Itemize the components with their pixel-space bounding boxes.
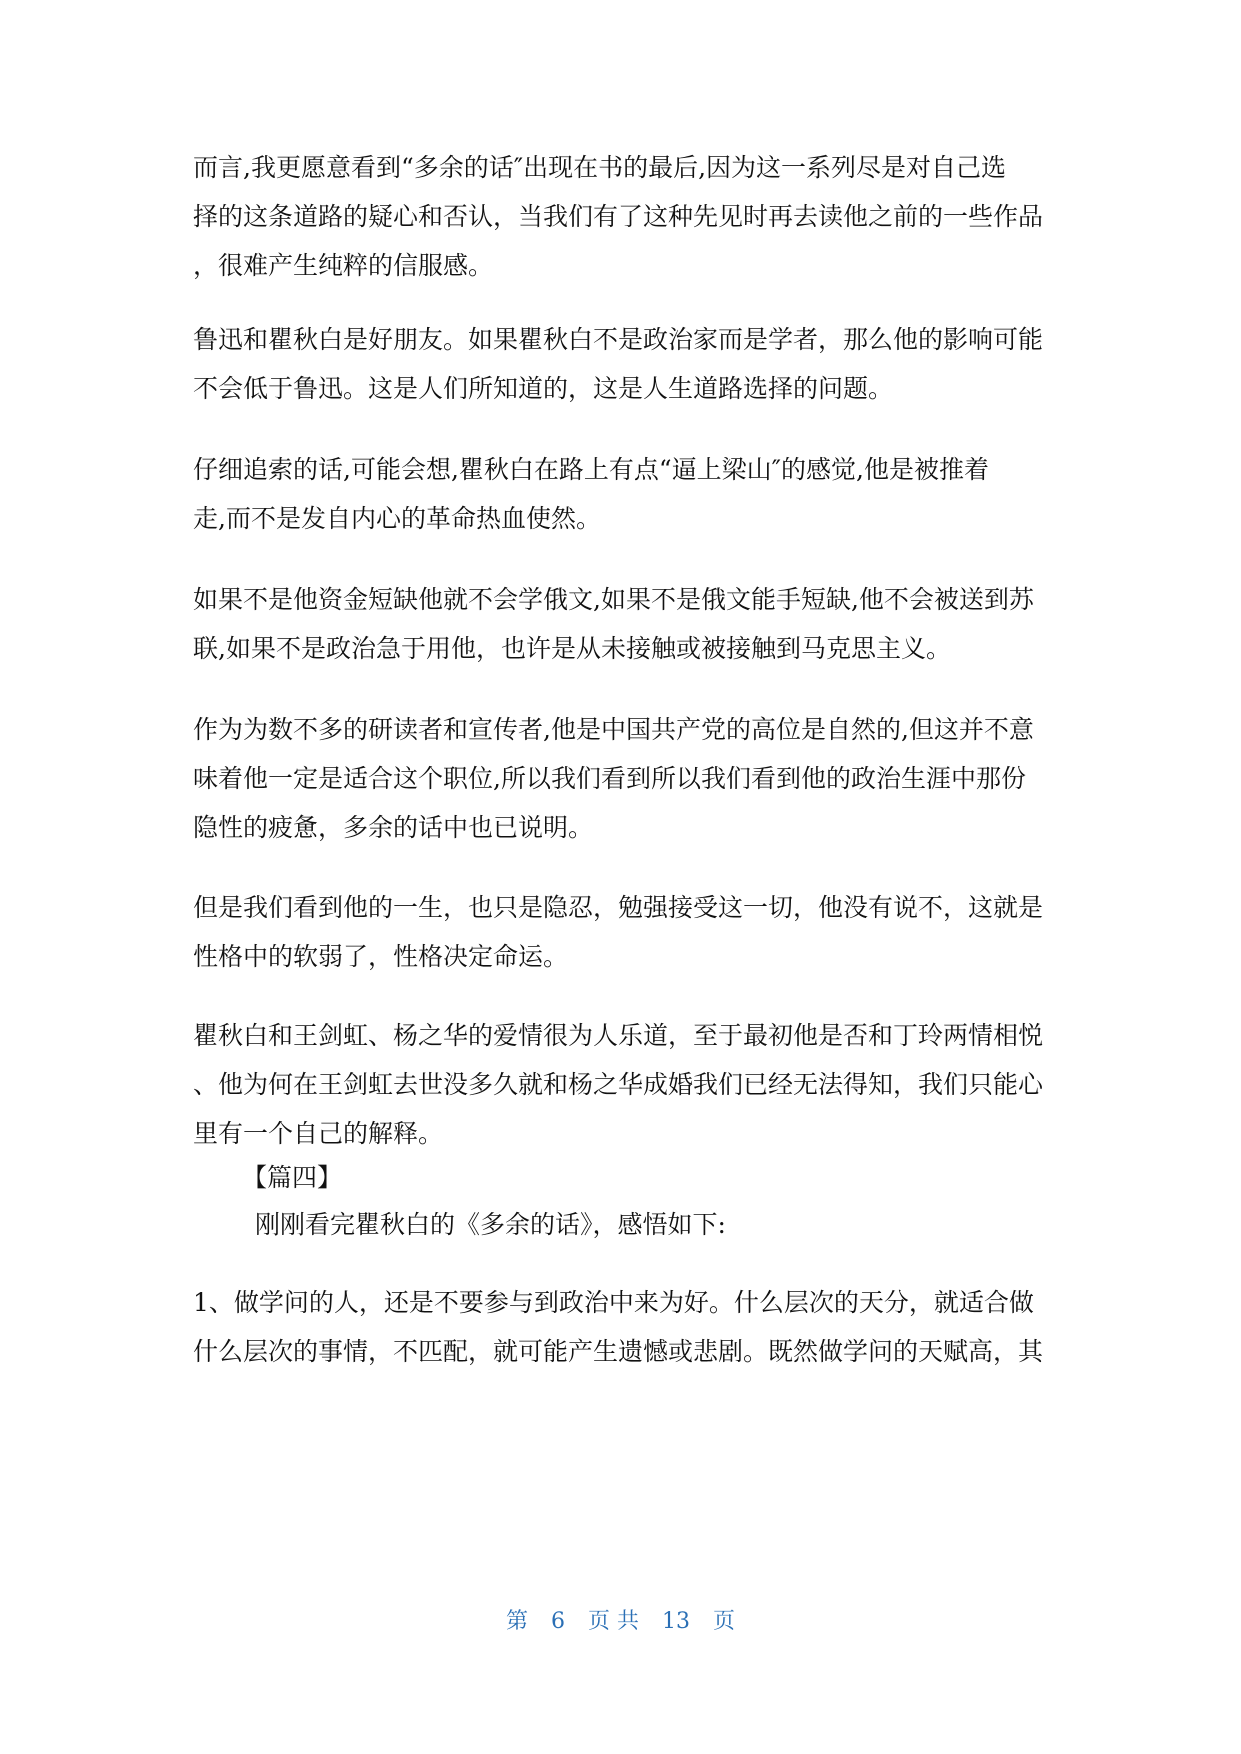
section-title xyxy=(242,1153,1102,1202)
paragraph-line: 联,如果不是政治急于用他，也许是从未接触或被接触到马克思主义。 xyxy=(193,634,951,663)
paragraph-line: 、他为何在王剑虹去世没多久就和杨之华成婚我们已经无法得知，我们只能心 xyxy=(193,1070,1044,1099)
footer-middle: 页 共 xyxy=(588,1609,639,1634)
paragraph-line: 择的这条道路的疑心和否认，当我们有了这种先见时再去读他之前的一些作品 xyxy=(193,202,1044,231)
paragraph-5 xyxy=(193,705,1053,852)
paragraph-line: 不会低于鲁迅。这是人们所知道的，这是人生道路选择的问题。 xyxy=(193,374,894,403)
paragraph-line: 走,而不是发自内心的革命热血使然。 xyxy=(193,504,601,533)
paragraph-line: 性格中的软弱了，性格决定命运。 xyxy=(193,942,569,971)
footer-page-number: 6 xyxy=(551,1609,565,1634)
page-footer xyxy=(0,1604,1241,1635)
paragraph-line: 里有一个自己的解释。 xyxy=(193,1119,444,1148)
paragraph-4 xyxy=(193,575,1053,673)
section-heading: 【篇四】 xyxy=(242,1163,343,1192)
intro-paragraph xyxy=(255,1200,1115,1249)
paragraph-line: 如果不是他资金短缺他就不会学俄文,如果不是俄文能手短缺,他不会被送到苏 xyxy=(193,585,1034,614)
paragraph-line: ，很难产生纯粹的信服感。 xyxy=(193,251,494,280)
paragraph-line: 什么层次的事情，不匹配，就可能产生遗憾或悲剧。既然做学问的天赋高，其 xyxy=(193,1337,1044,1366)
paragraph-3 xyxy=(193,445,1053,543)
paragraph-line: 瞿秋白和王剑虹、杨之华的爱情很为人乐道，至于最初他是否和丁玲两情相悦 xyxy=(193,1021,1044,1050)
paragraph-line: 鲁迅和瞿秋白是好朋友。如果瞿秋白不是政治家而是学者，那么他的影响可能 xyxy=(193,325,1044,354)
paragraph-line: 作为为数不多的研读者和宣传者,他是中国共产党的高位是自然的,但这并不意 xyxy=(193,715,1034,744)
intro-line: 刚刚看完瞿秋白的《多余的话》，感悟如下: xyxy=(255,1210,726,1239)
paragraph-6 xyxy=(193,883,1053,981)
footer-prefix: 第 xyxy=(505,1609,528,1634)
paragraph-line: 而言,我更愿意看到“多余的话″出现在书的最后,因为这一系列尽是对自己选 xyxy=(193,153,1007,182)
paragraph-7 xyxy=(193,1011,1053,1158)
paragraph-line: 1、做学问的人，还是不要参与到政治中来为好。什么层次的天分，就适合做 xyxy=(193,1288,1034,1317)
paragraph-line: 仔细追索的话,可能会想,瞿秋白在路上有点“逼上梁山″的感觉,他是被推着 xyxy=(193,455,989,484)
footer-suffix: 页 xyxy=(713,1609,736,1634)
paragraph-line: 隐性的疲惫，多余的话中也已说明。 xyxy=(193,813,594,842)
paragraph-line: 但是我们看到他的一生，也只是隐忍，勉强接受这一切，他没有说不，这就是 xyxy=(193,893,1044,922)
paragraph-8 xyxy=(193,1278,1053,1376)
paragraph-1 xyxy=(193,143,1053,290)
footer-total-pages: 13 xyxy=(662,1609,690,1634)
paragraph-2 xyxy=(193,315,1053,413)
paragraph-line: 味着他一定是适合这个职位,所以我们看到所以我们看到他的政治生涯中那份 xyxy=(193,764,1026,793)
